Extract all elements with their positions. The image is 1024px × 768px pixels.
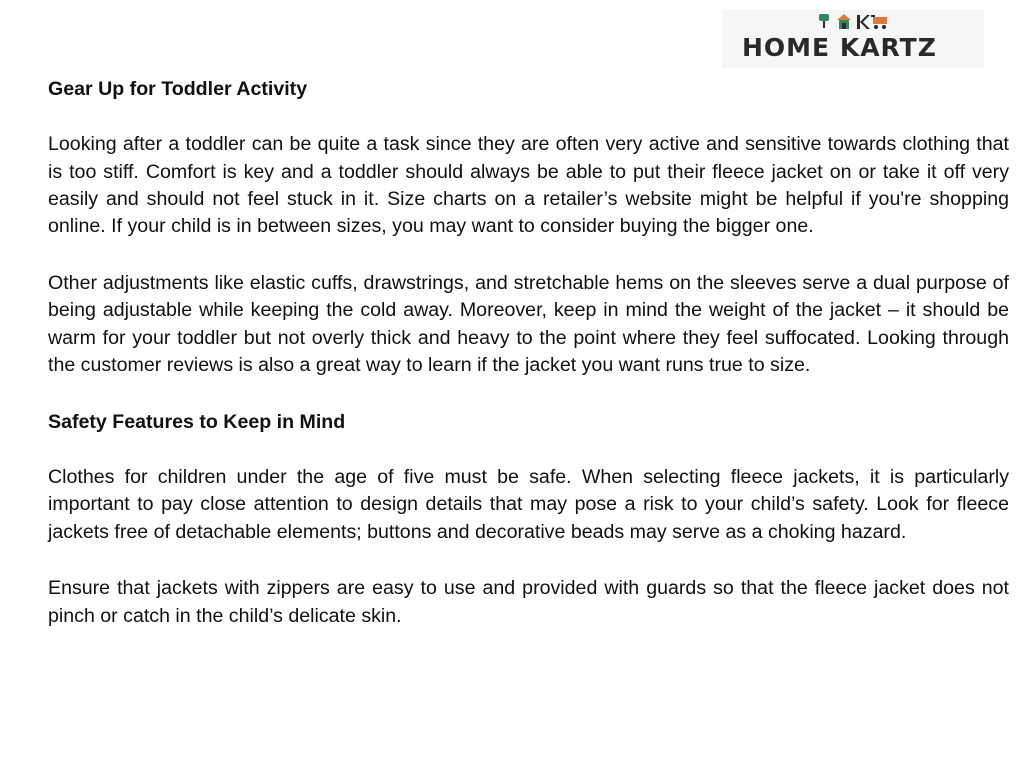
brand-logo xyxy=(722,10,984,68)
paragraph: Other adjustments like elastic cuffs, drawstrings, and stretchable hems on the sleeves serve a dual purpose of being adjustable while keeping the cold away. Moreover, keep in mind the weight of the jacket – it should be warm for your toddler but not overly thick and heavy to the point where they feel suffocated. Looking through the customer reviews is also a great way to learn if the jacket you want runs true to size. xyxy=(48,271,1009,376)
paragraph: Looking after a toddler can be quite a task since they are often very active and sensitive towards clothing that is too stiff. Comfort is key and a toddler should always be able to put their fleece jacket on or take it off very easily and should not feel stuck in it. Size charts on a retailer’s website might be helpful if you're shopping online. If your child is in between sizes, you may want to consider buying the bigger one. xyxy=(48,133,1009,238)
paragraph: Ensure that jackets with zippers are easy to use and provided with guards so that the fleece jacket does not pinch or catch in the child’s delicate skin. xyxy=(48,577,1009,627)
article-body xyxy=(48,76,1009,659)
section-heading: Gear Up for Toddler Activity xyxy=(48,78,308,100)
paragraph: Clothes for children under the age of five must be safe. When selecting fleece jackets, it is particularly important to pay close attention to design details that may pose a risk to your child’s safety. Look for fleece jackets free of detachable elements; buttons and decorative beads may serve as a choking hazard. xyxy=(48,465,1009,543)
logo-wordmark: HOME KARTZ xyxy=(742,33,937,62)
section-heading: Safety Features to Keep in Mind xyxy=(48,410,346,433)
logo-mark-icon xyxy=(813,12,893,32)
